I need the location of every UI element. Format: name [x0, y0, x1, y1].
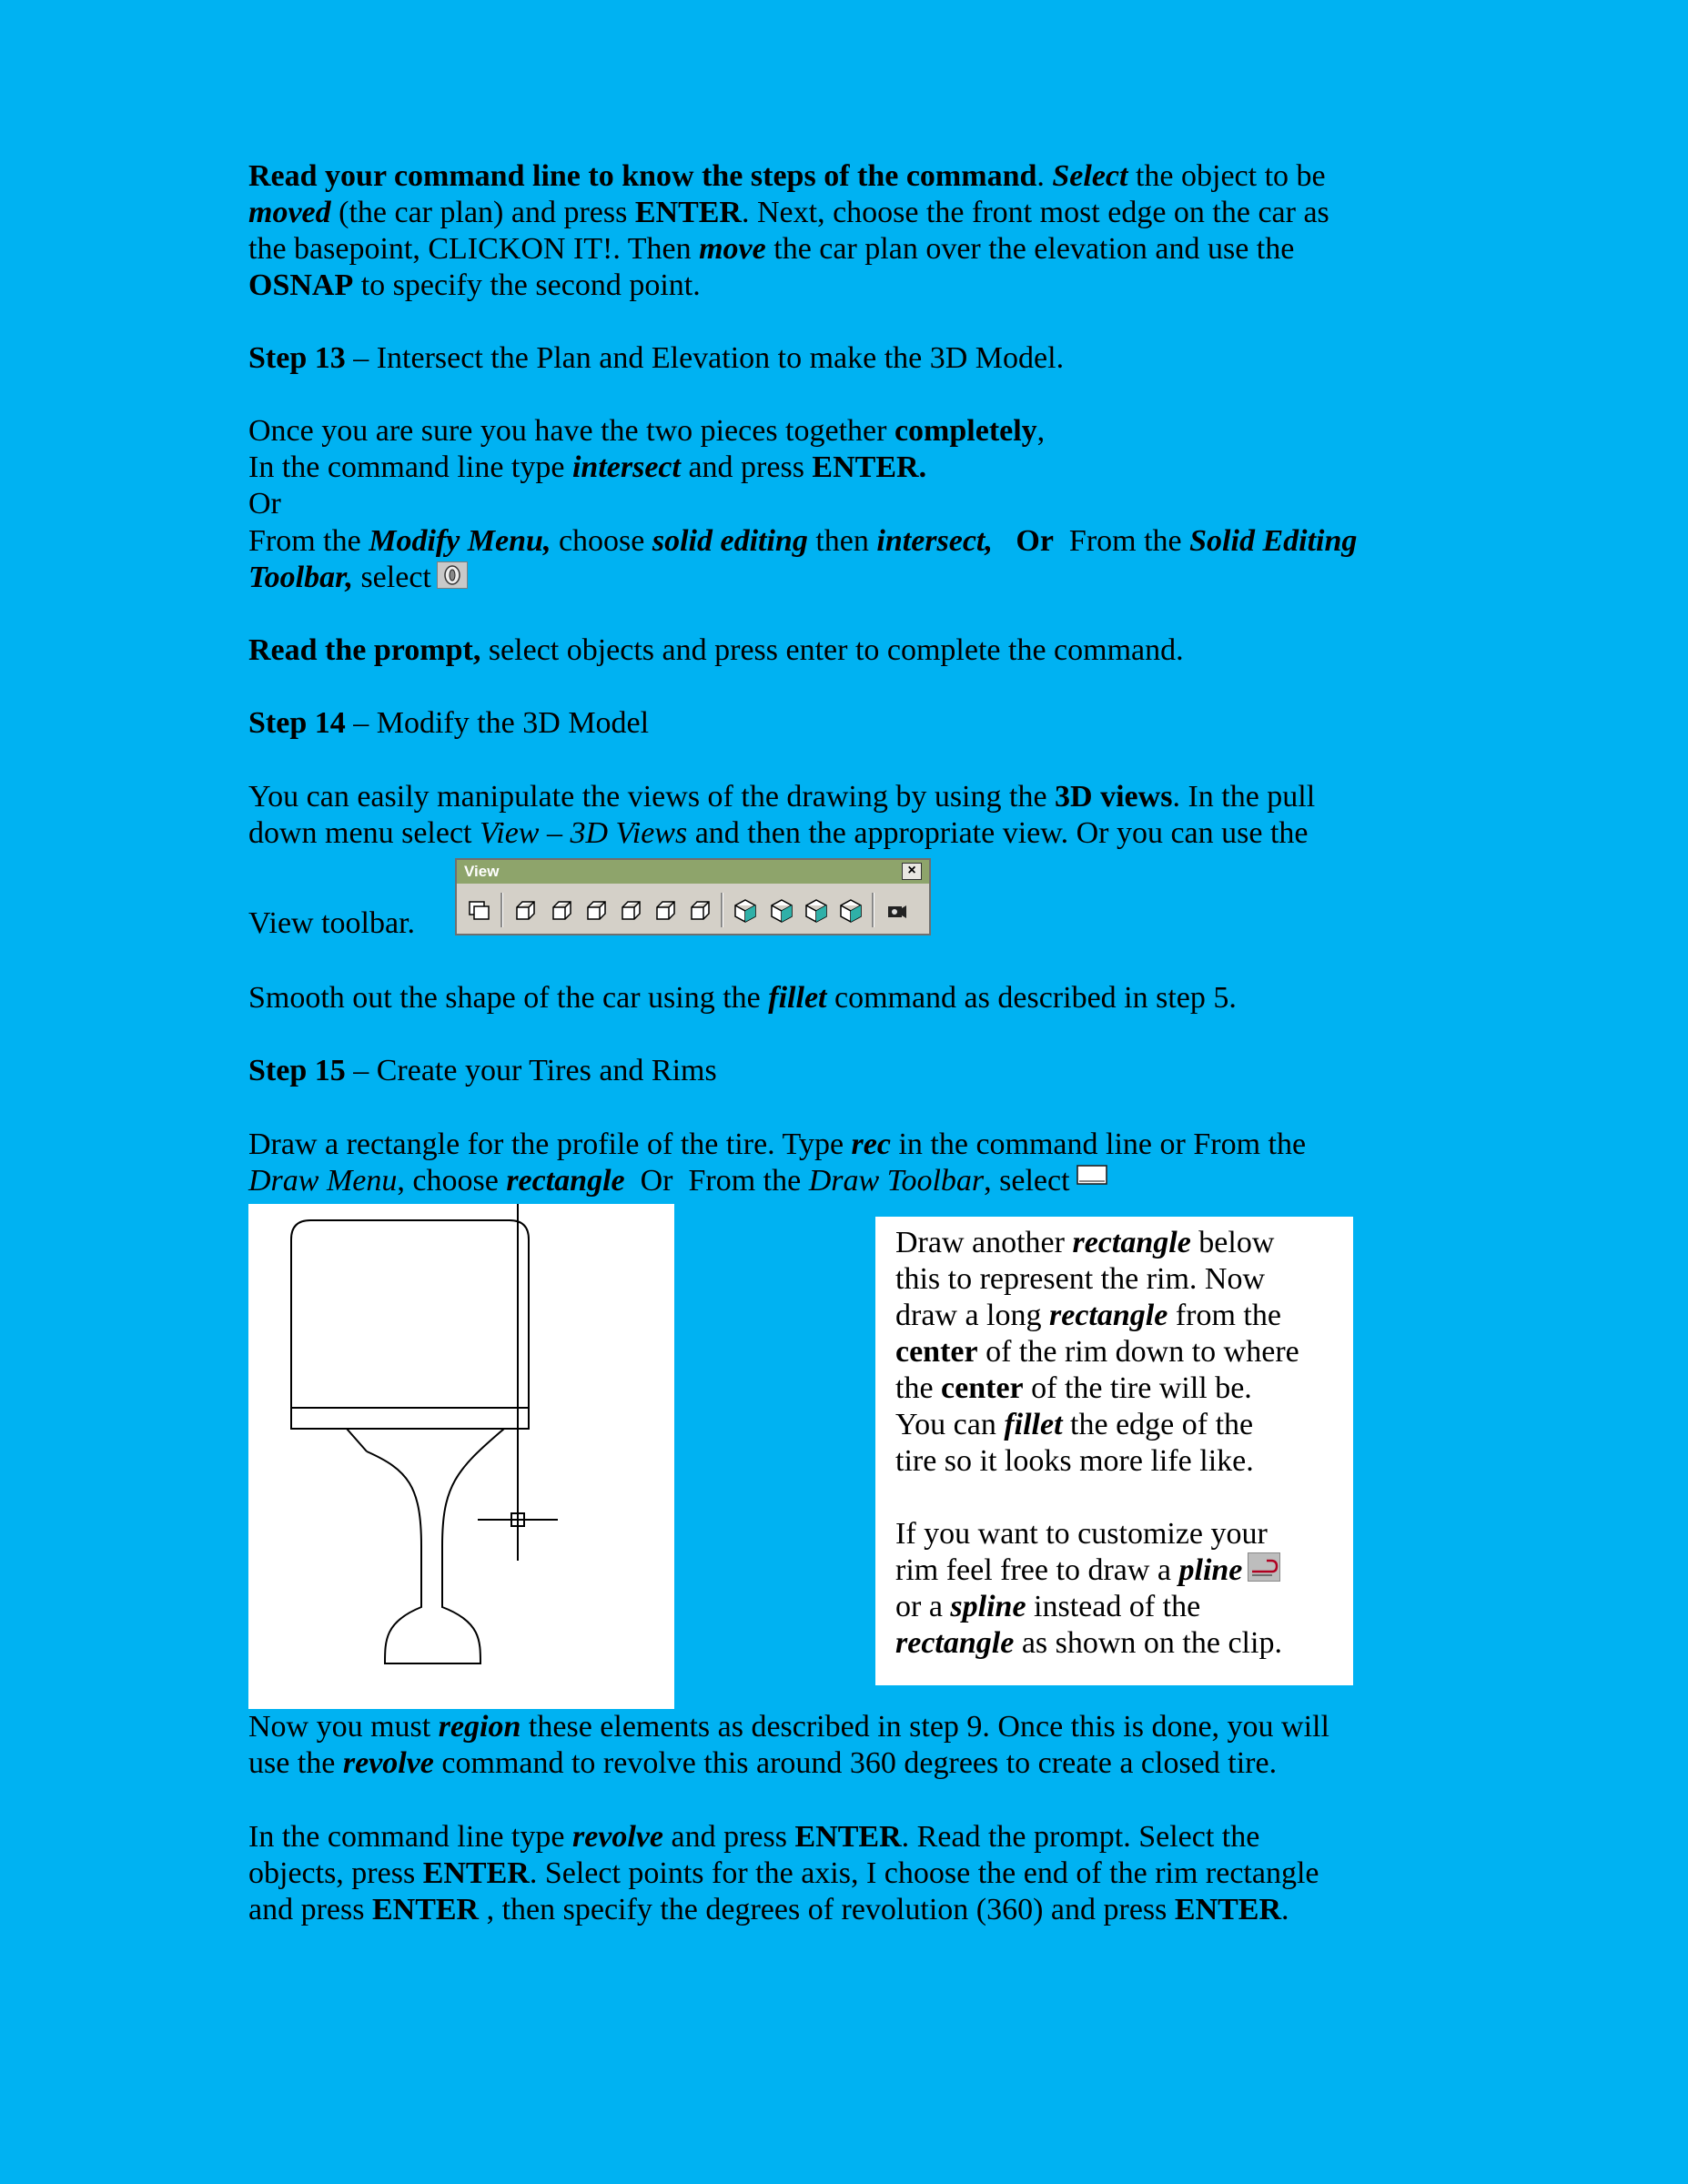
step-label: Step 13 — [248, 341, 346, 375]
text: Once you are sure you have the two pieces together — [248, 414, 895, 448]
emphasis-text: solid editing — [652, 524, 808, 558]
bold-text: Read the prompt, — [248, 633, 481, 667]
ne-iso-icon[interactable] — [803, 897, 830, 925]
polyline-icon[interactable] — [1248, 1552, 1280, 1582]
text: Now you must — [248, 1710, 439, 1744]
para8-line3 — [248, 1892, 1289, 1928]
para2-line4 — [248, 523, 1357, 560]
text: as shown on the clip. — [1014, 1626, 1282, 1660]
para1-line2 — [248, 195, 1329, 231]
bold-text: completely — [894, 414, 1037, 448]
para1-line1 — [248, 158, 1326, 195]
note-spacer — [895, 1480, 1353, 1516]
text: and press — [248, 1893, 372, 1926]
emphasis-text: revolve — [342, 1746, 434, 1780]
para4-line3: View toolbar. — [248, 906, 416, 940]
text: these elements as described in step 9. Once this is done, you will — [521, 1710, 1329, 1744]
text: select — [352, 561, 431, 594]
step-label: Step 14 — [248, 706, 346, 740]
italic-text: Draw Menu — [248, 1164, 398, 1198]
italic-text: View – 3D Views — [480, 816, 688, 850]
text: From the — [1053, 524, 1190, 558]
text: From the — [248, 524, 369, 558]
right-view-icon[interactable] — [617, 897, 644, 925]
note-line: this to represent the rim. Now — [895, 1262, 1266, 1296]
se-iso-icon[interactable] — [768, 897, 795, 925]
text: Smooth out the shape of the car using the — [248, 981, 769, 1015]
step-title: – Create your Tires and Rims — [345, 1054, 717, 1087]
note-line — [895, 1370, 1353, 1407]
text: and press — [663, 1820, 795, 1854]
nw-iso-icon[interactable] — [837, 897, 864, 925]
text: In the command line type — [248, 1820, 572, 1854]
text: , — [1036, 414, 1046, 448]
text: then — [807, 524, 877, 558]
text: from the — [1167, 1299, 1281, 1332]
text: the — [895, 1371, 942, 1405]
text: down menu select — [248, 816, 480, 850]
para2-line2 — [248, 450, 926, 486]
side-note — [875, 1217, 1353, 1685]
emphasis-text: pline — [1178, 1553, 1243, 1587]
named-views-icon[interactable] — [466, 897, 493, 925]
text: the basepoint, CLICKON IT!. Then — [248, 232, 700, 266]
text: the car plan over the elevation and use the — [765, 232, 1295, 266]
text: . — [1281, 1893, 1289, 1926]
text: , choose — [397, 1164, 507, 1198]
emphasis-text: revolve — [571, 1820, 664, 1854]
text: rim feel free to draw a — [895, 1553, 1179, 1587]
text: Draw a rectangle for the profile of the tire. Type — [248, 1127, 852, 1161]
bold-text: center — [941, 1371, 1024, 1405]
step15-heading — [248, 1053, 717, 1089]
view-toolbar-titlebar[interactable] — [457, 860, 929, 884]
italic-text: Draw Toolbar — [808, 1164, 985, 1198]
text: instead of the — [1026, 1590, 1201, 1623]
emphasis-text: spline — [950, 1590, 1026, 1623]
step13-heading — [248, 340, 1064, 377]
toolbar-separator — [500, 893, 503, 927]
emphasis-text: region — [438, 1710, 521, 1744]
text: Or From the — [624, 1164, 809, 1198]
text: , select — [984, 1164, 1070, 1198]
view-toolbar-buttons — [457, 884, 929, 934]
note-line — [895, 1407, 1353, 1443]
para8-line2 — [248, 1855, 1319, 1892]
note-line: tire so it looks more life like. — [895, 1444, 1254, 1478]
text: Draw another — [895, 1226, 1073, 1259]
text: and press — [680, 450, 813, 484]
view-toolbar-title: View — [464, 863, 500, 880]
emphasis-text: fillet — [1004, 1408, 1063, 1441]
para7-line2 — [248, 1745, 1277, 1782]
close-icon[interactable]: × — [902, 863, 922, 880]
text: the object to be — [1127, 159, 1326, 193]
tire-rim-diagram — [248, 1204, 674, 1709]
emphasis-text: Solid Editing — [1189, 524, 1358, 558]
emphasis-text: moved — [248, 196, 331, 229]
bold-text: Or — [992, 524, 1054, 558]
bold-text: 3D views — [1055, 780, 1173, 814]
text: . Read the prompt. Select the — [901, 1820, 1260, 1854]
left-view-icon[interactable] — [582, 897, 610, 925]
emphasis-text: intersect, — [876, 524, 993, 558]
para5 — [248, 980, 1237, 1016]
text: . — [1036, 159, 1053, 193]
text: , then specify the degrees of revolution (360) and press — [479, 1893, 1175, 1926]
text: You can — [895, 1408, 1005, 1441]
step-title: – Intersect the Plan and Elevation to make the 3D Model. — [345, 341, 1065, 375]
toolbar-separator — [872, 893, 874, 927]
tire-profile-drawing — [248, 1204, 674, 1709]
text: draw a long — [895, 1299, 1050, 1332]
bold-text: ENTER — [634, 196, 742, 229]
bold-text: ENTER — [422, 1856, 530, 1890]
emphasis-text: rectangle — [1072, 1226, 1191, 1259]
text: of the tire will be. — [1023, 1371, 1252, 1405]
text: select objects and press enter to complete the command. — [480, 633, 1184, 667]
emphasis-text: rec — [851, 1127, 891, 1161]
bold-text: OSNAP — [248, 268, 354, 302]
note-line — [895, 1625, 1353, 1662]
bold-text: ENTER — [371, 1893, 480, 1926]
emphasis-text: rectangle — [895, 1626, 1015, 1660]
bold-text: ENTER — [794, 1820, 902, 1854]
para4-line2 — [248, 815, 1309, 852]
emphasis-text: intersect — [571, 450, 681, 484]
para2-line5 — [248, 560, 468, 596]
camera-icon[interactable] — [883, 897, 910, 925]
intersect-icon[interactable] — [437, 561, 468, 589]
bold-text: ENTER — [1174, 1893, 1282, 1926]
para1-line3 — [248, 231, 1294, 268]
para8-line1 — [248, 1819, 1259, 1855]
emphasis-text: move — [699, 232, 766, 266]
text: and then the appropriate view. Or you can use the — [687, 816, 1309, 850]
text: below — [1190, 1226, 1275, 1259]
text: or a — [895, 1590, 951, 1623]
step14-heading — [248, 705, 649, 742]
emphasis-text: Select — [1052, 159, 1128, 193]
text: . In the pull — [1172, 780, 1316, 814]
emphasis-text: Modify Menu, — [369, 524, 551, 558]
text: (the car plan) and press — [330, 196, 635, 229]
rim-profile — [347, 1429, 504, 1663]
step-title: – Modify the 3D Model — [345, 706, 650, 740]
note-line — [895, 1589, 1353, 1625]
top-view-icon[interactable] — [511, 897, 539, 925]
note-line — [895, 1334, 1353, 1370]
bold-text: Read your command line to know the steps of the command — [248, 159, 1037, 193]
step-label: Step 15 — [248, 1054, 346, 1087]
para3 — [248, 632, 1184, 669]
rectangle-icon[interactable] — [1076, 1165, 1108, 1192]
text: to specify the second point. — [353, 268, 701, 302]
text: the edge of the — [1062, 1408, 1254, 1441]
text: choose — [551, 524, 652, 558]
bold-text: ENTER. — [812, 450, 927, 484]
para7-line1 — [248, 1709, 1329, 1745]
text: command to revolve this around 360 degrees to create a closed tire. — [433, 1746, 1278, 1780]
tire-rectangle — [291, 1220, 529, 1429]
emphasis-text: Toolbar, — [248, 561, 353, 594]
para1-line4 — [248, 268, 701, 304]
text: use the — [248, 1746, 343, 1780]
bottom-view-icon[interactable] — [548, 897, 575, 925]
front-view-icon[interactable] — [652, 897, 679, 925]
text: objects, press — [248, 1856, 423, 1890]
emphasis-text: fillet — [768, 981, 827, 1015]
text: of the rim down to where — [977, 1335, 1299, 1369]
sw-iso-icon[interactable] — [732, 897, 759, 925]
note-line: If you want to customize your — [895, 1517, 1268, 1551]
back-view-icon[interactable] — [686, 897, 713, 925]
para6-line2 — [248, 1163, 1108, 1199]
para4-line1 — [248, 779, 1315, 815]
view-toolbar — [455, 858, 931, 935]
text: in the command line or From the — [890, 1127, 1307, 1161]
text: You can easily manipulate the views of the drawing by using the — [248, 780, 1056, 814]
para2-line1 — [248, 413, 1045, 450]
text: In the command line type — [248, 450, 572, 484]
text: . Next, choose the front most edge on the car as — [741, 196, 1329, 229]
para6-line1 — [248, 1127, 1306, 1163]
emphasis-text: rectangle — [1049, 1299, 1168, 1332]
note-line — [895, 1298, 1353, 1334]
note-line — [895, 1552, 1353, 1589]
para2-line3: Or — [248, 487, 281, 521]
text: command as described in step 5. — [826, 981, 1237, 1015]
text: . Select points for the axis, I choose the end of the rim rectangle — [529, 1856, 1319, 1890]
emphasis-text: rectangle — [506, 1164, 625, 1198]
bold-text: center — [895, 1335, 978, 1369]
toolbar-separator — [721, 893, 723, 927]
note-line — [895, 1225, 1353, 1261]
